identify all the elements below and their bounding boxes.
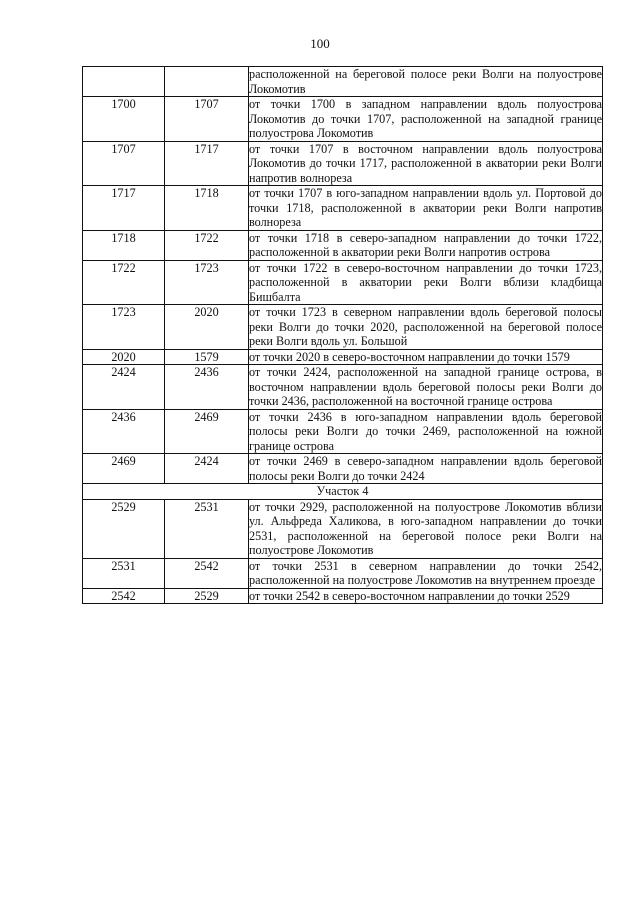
to-point-cell: [165, 67, 249, 97]
to-point-cell: 2529: [165, 588, 249, 604]
description-cell: расположенной на береговой полосе реки Волги на полуострове Локомотив: [249, 67, 602, 96]
to-point-cell: 1579: [165, 349, 249, 365]
description-cell: от точки 2531 в северном направлении до точки 2542, расположенной на полуострове Локомотив на внутреннем проезде: [249, 558, 602, 587]
boundary-table: [82, 66, 603, 604]
to-point-cell: 2436: [165, 365, 249, 410]
table-row: [83, 186, 603, 231]
from-point-cell: [83, 67, 165, 97]
section-header-row: [83, 484, 603, 500]
description-cell: от точки 2542 в северо-восточном направлении до точки 2529: [249, 588, 603, 604]
from-point-cell: 2531: [83, 558, 165, 588]
to-point-cell: 2020: [165, 305, 249, 350]
to-point-cell: 1723: [165, 260, 249, 305]
from-point-cell: 1700: [83, 97, 165, 142]
description-cell: от точки 1722 в северо-восточном направлении до точки 1723, расположенной в акватории реки Волги вблизи кладбища Бишбалта: [249, 260, 602, 304]
from-point-cell: 2424: [83, 365, 165, 410]
from-point-cell: 2529: [83, 499, 165, 558]
from-point-cell: 1707: [83, 141, 165, 186]
to-point-cell: 1718: [165, 186, 249, 231]
table-row: [83, 588, 603, 604]
to-point-cell: 2424: [165, 454, 249, 484]
table-row: [83, 454, 603, 484]
description-cell: от точки 2424, расположенной на западной границе острова, в восточном направлении вдоль береговой полосы реки Волги до точки 2436, расположенной на восточной границе острова: [249, 365, 602, 408]
to-point-cell: 1722: [165, 230, 249, 260]
table-row: [83, 409, 603, 454]
from-point-cell: 2436: [83, 409, 165, 454]
description-cell: от точки 1707 в юго-западном направлении вдоль ул. Портовой до точки 1718, расположенной в акватории реки Волги напротив волнореза: [249, 186, 602, 229]
from-point-cell: 1722: [83, 260, 165, 305]
table-row: [83, 260, 603, 305]
from-point-cell: 1717: [83, 186, 165, 231]
section-title: Участок 4: [83, 484, 603, 500]
from-point-cell: 2542: [83, 588, 165, 604]
description-cell: от точки 1700 в западном направлении вдоль полуострова Локомотив до точки 1707, расположенной на западной границе полуострова Локомотив: [249, 97, 602, 140]
table-row: [83, 141, 603, 186]
table-row: [83, 558, 603, 588]
from-point-cell: 2469: [83, 454, 165, 484]
description-cell: от точки 2929, расположенной на полуострове Локомотив вблизи ул. Альфреда Халикова, в юго-западном направлении до точки 2531, расположенной на береговой полосе реки Волги на полуострове Локомотив: [249, 499, 602, 557]
table-row: [83, 67, 603, 97]
from-point-cell: 2020: [83, 349, 165, 365]
table-row: [83, 97, 603, 142]
table-row: [83, 230, 603, 260]
table-row: [83, 349, 603, 365]
page-number: 100: [310, 36, 330, 51]
description-cell: от точки 1718 в северо-западном направлении до точки 1722, расположенной в акватории реки Волги напротив острова: [249, 230, 602, 259]
from-point-cell: 1723: [83, 305, 165, 350]
to-point-cell: 2531: [165, 499, 249, 558]
to-point-cell: 1717: [165, 141, 249, 186]
to-point-cell: 2469: [165, 409, 249, 454]
to-point-cell: 1707: [165, 97, 249, 142]
description-cell: от точки 2436 в юго-западном направлении вдоль береговой полосы реки Волги до точки 2469, расположенной на южной границе острова: [249, 409, 602, 453]
table-row: [83, 305, 603, 350]
table-row: [83, 365, 603, 410]
description-cell: от точки 2020 в северо-восточном направлении до точки 1579: [249, 349, 603, 365]
description-cell: от точки 1707 в восточном направлении вдоль полуострова Локомотив до точки 1717, расположенной в акватории реки Волги напротив волнореза: [249, 141, 602, 185]
table-row: [83, 499, 603, 558]
description-cell: от точки 2469 в северо-западном направлении вдоль береговой полосы реки Волги до точки 2424: [249, 454, 602, 483]
to-point-cell: 2542: [165, 558, 249, 588]
from-point-cell: 1718: [83, 230, 165, 260]
description-cell: от точки 1723 в северном направлении вдоль береговой полосы реки Волги до точки 2020, расположенной на береговой полосе реки Волги вдоль ул. Большой: [249, 305, 602, 348]
